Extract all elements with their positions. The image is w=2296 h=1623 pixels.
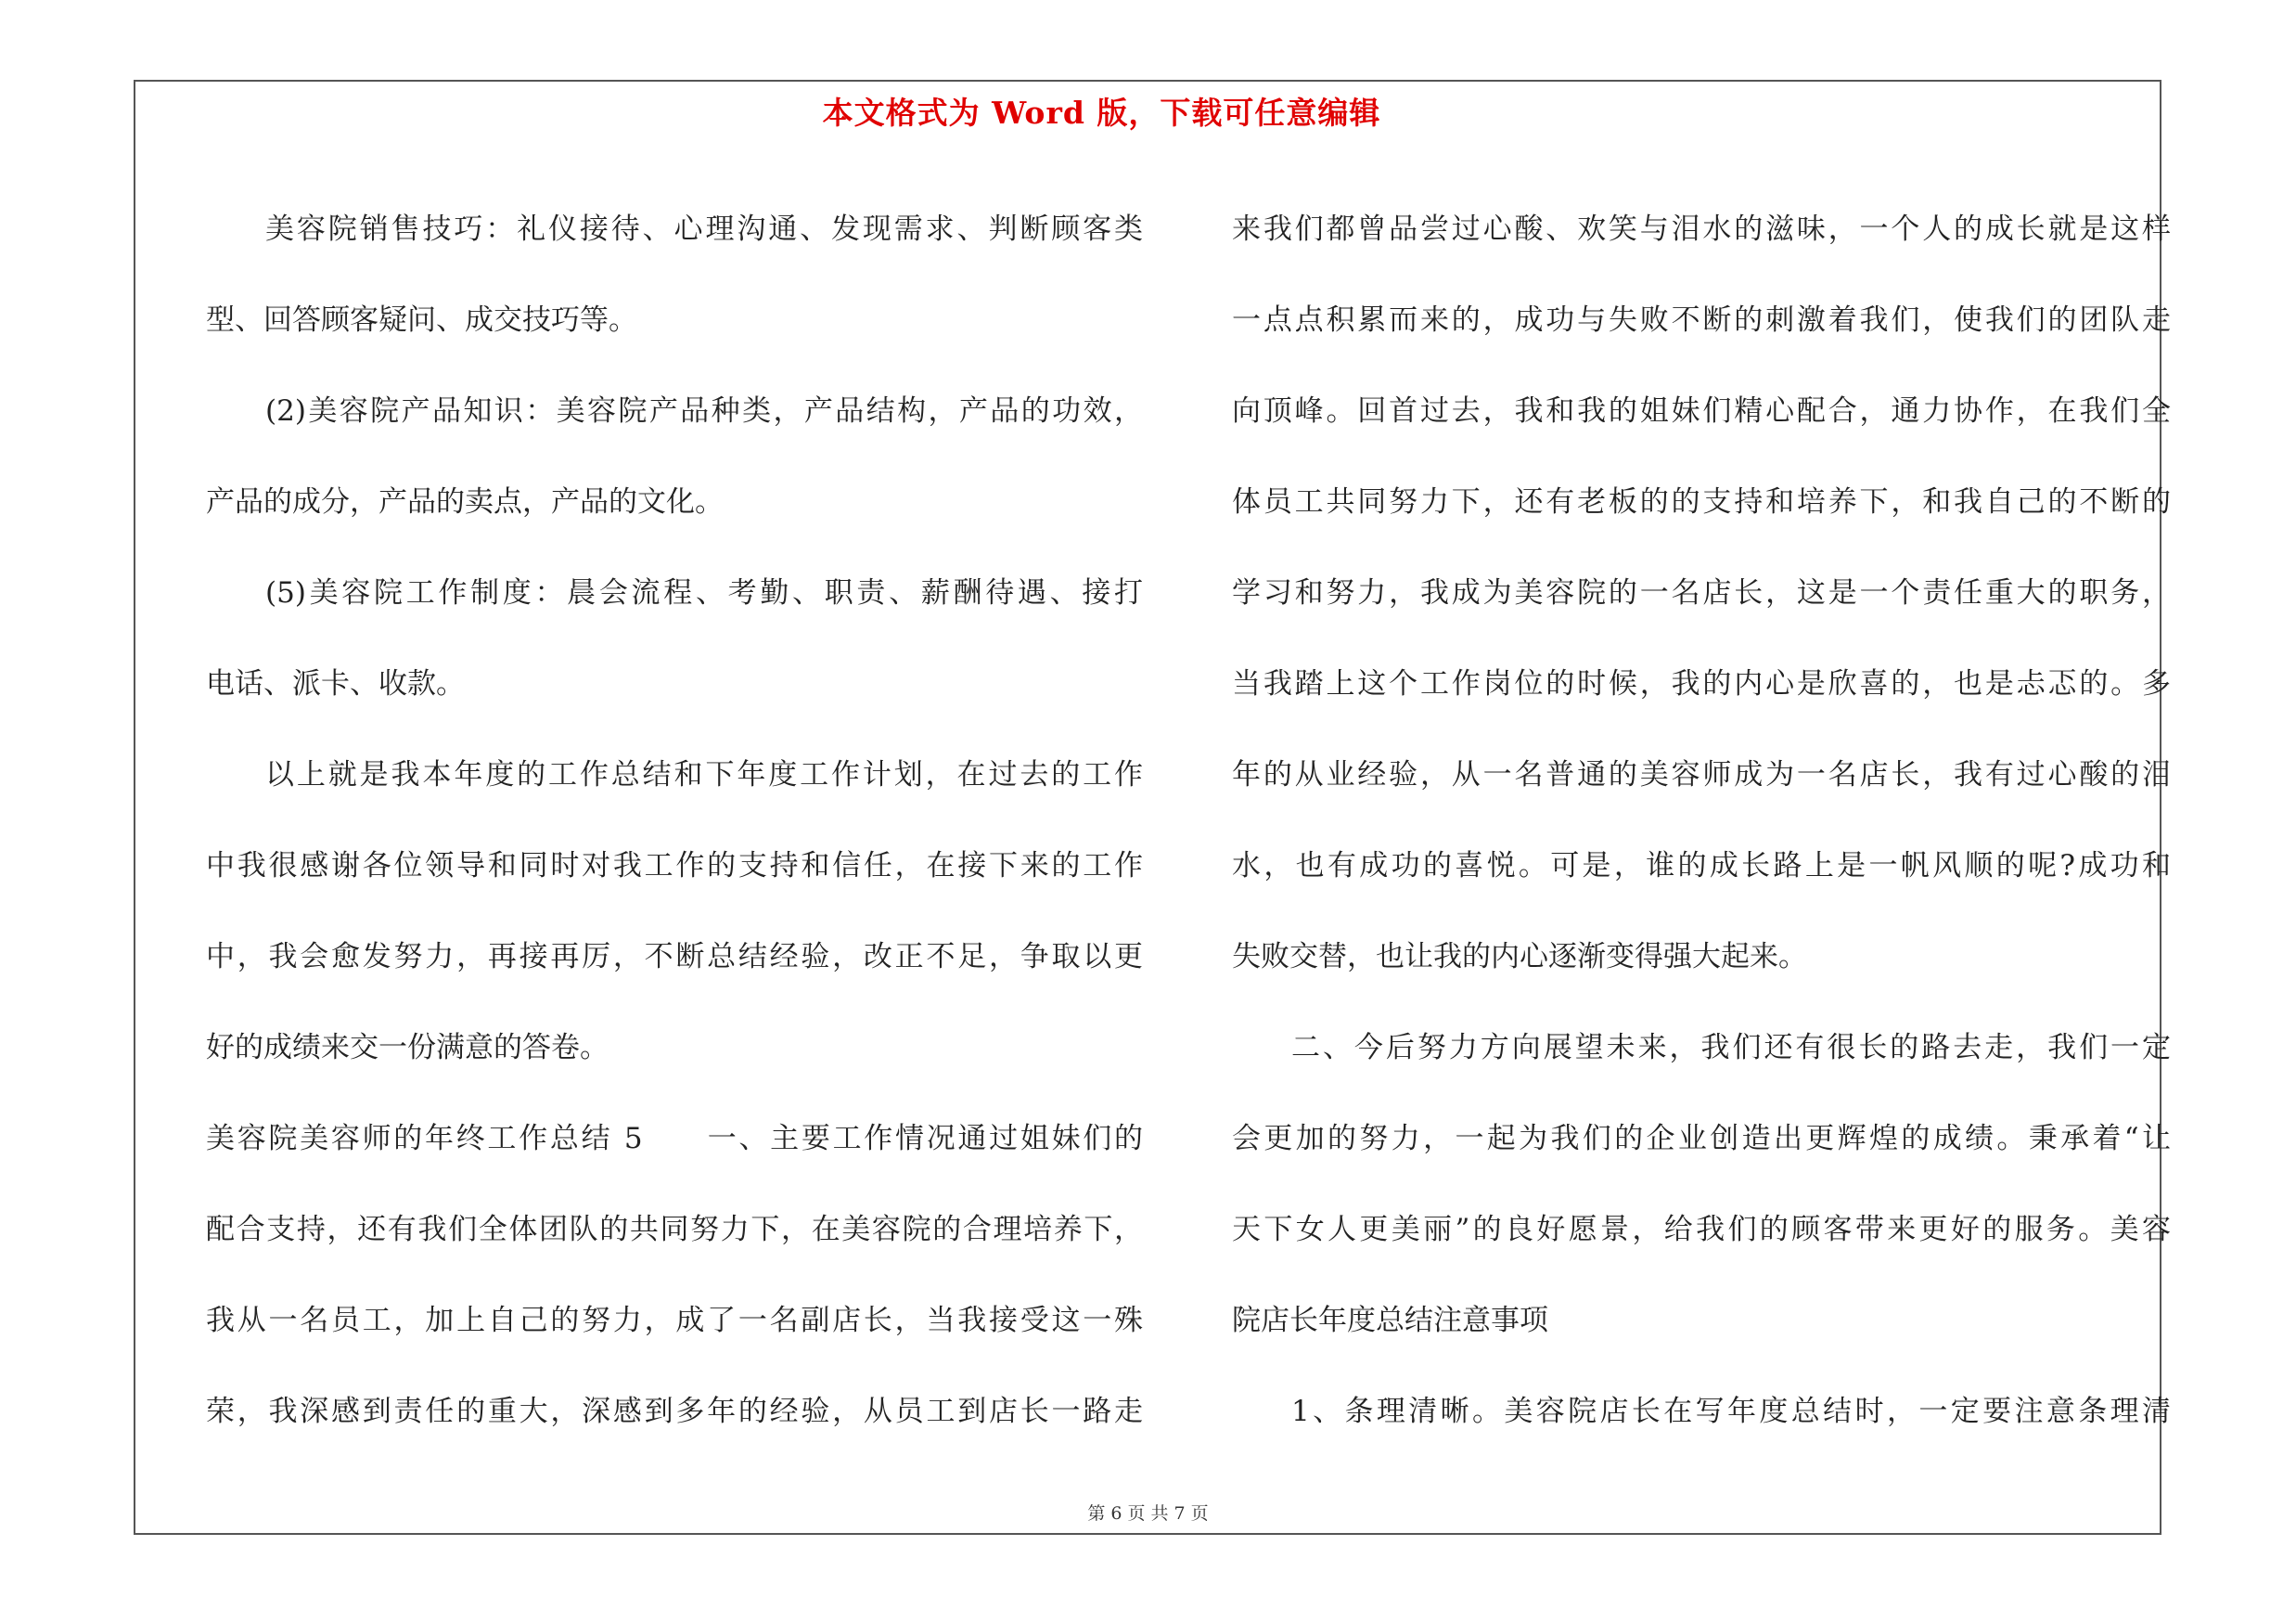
text-line: 中我很感谢各位领导和同时对我工作的支持和信任，在接下来的工作	[206, 849, 1143, 882]
text-line: 当我踏上这个工作岗位的时候，我的内心是欣喜的，也是忐忑的。多	[1232, 667, 2171, 701]
text-line: (5)美容院工作制度：晨会流程、考勤、职责、薪酬待遇、接打	[265, 576, 1143, 610]
text-line: 学习和努力，我成为美容院的一名店长，这是一个责任重大的职务，	[1232, 576, 2171, 610]
text-line: 好的成绩来交一份满意的答卷。	[206, 1031, 609, 1064]
left-text-column	[206, 184, 1143, 1457]
text-line: 中，我会愈发努力，再接再厉，不断总结经验，改正不足，争取以更	[206, 940, 1143, 973]
text-line: 荣，我深感到责任的重大，深感到多年的经验，从员工到店长一路走	[206, 1395, 1143, 1428]
text-line: 美容院美容师的年终工作总结 5 一、主要工作情况通过姐妹们的	[206, 1122, 1143, 1155]
text-line: 电话、派卡、收款。	[206, 667, 465, 701]
text-line: 我从一名员工，加上自己的努力，成了一名副店长，当我接受这一殊	[206, 1304, 1143, 1337]
page-number-footer: 第 6 页 共 7 页	[1087, 1503, 1209, 1524]
text-line: 二、今后努力方向展望未来，我们还有很长的路去走，我们一定	[1291, 1031, 2171, 1064]
text-line: 向顶峰。回首过去，我和我的姐妹们精心配合，通力协作，在我们全	[1232, 394, 2171, 428]
text-line: 1、条理清晰。美容院店长在写年度总结时，一定要注意条理清	[1291, 1395, 2171, 1428]
text-line: 一点点积累而来的，成功与失败不断的刺激着我们，使我们的团队走	[1232, 303, 2171, 337]
text-line: 配合支持，还有我们全体团队的共同努力下，在美容院的合理培养下，	[206, 1213, 1143, 1246]
format-banner: 本文格式为 Word 版，下载可任意编辑	[822, 95, 1381, 131]
text-line: 体员工共同努力下，还有老板的的支持和培养下，和我自己的不断的	[1232, 485, 2171, 519]
text-line: 会更加的努力，一起为我们的企业创造出更辉煌的成绩。秉承着“让	[1232, 1122, 2171, 1155]
text-line: 天下女人更美丽”的良好愿景，给我们的顾客带来更好的服务。美容	[1232, 1213, 2171, 1246]
text-line: 院店长年度总结注意事项	[1232, 1304, 1548, 1337]
text-line: 产品的成分，产品的卖点，产品的文化。	[206, 485, 724, 519]
text-line: 失败交替，也让我的内心逐渐变得强大起来。	[1232, 940, 1807, 973]
text-line: 水，也有成功的喜悦。可是，谁的成长路上是一帆风顺的呢?成功和	[1232, 849, 2171, 882]
text-line: 来我们都曾品尝过心酸、欢笑与泪水的滋味，一个人的成长就是这样	[1232, 213, 2171, 246]
text-line: 年的从业经验，从一名普通的美容师成为一名店长，我有过心酸的泪	[1232, 758, 2171, 792]
text-line: (2)美容院产品知识：美容院产品种类，产品结构，产品的功效，	[265, 394, 1143, 428]
text-line: 以上就是我本年度的工作总结和下年度工作计划，在过去的工作	[265, 758, 1143, 792]
text-line: 美容院销售技巧：礼仪接待、心理沟通、发现需求、判断顾客类	[265, 213, 1143, 246]
right-text-column	[1232, 184, 2171, 1457]
text-line: 型、回答顾客疑问、成交技巧等。	[206, 303, 637, 337]
